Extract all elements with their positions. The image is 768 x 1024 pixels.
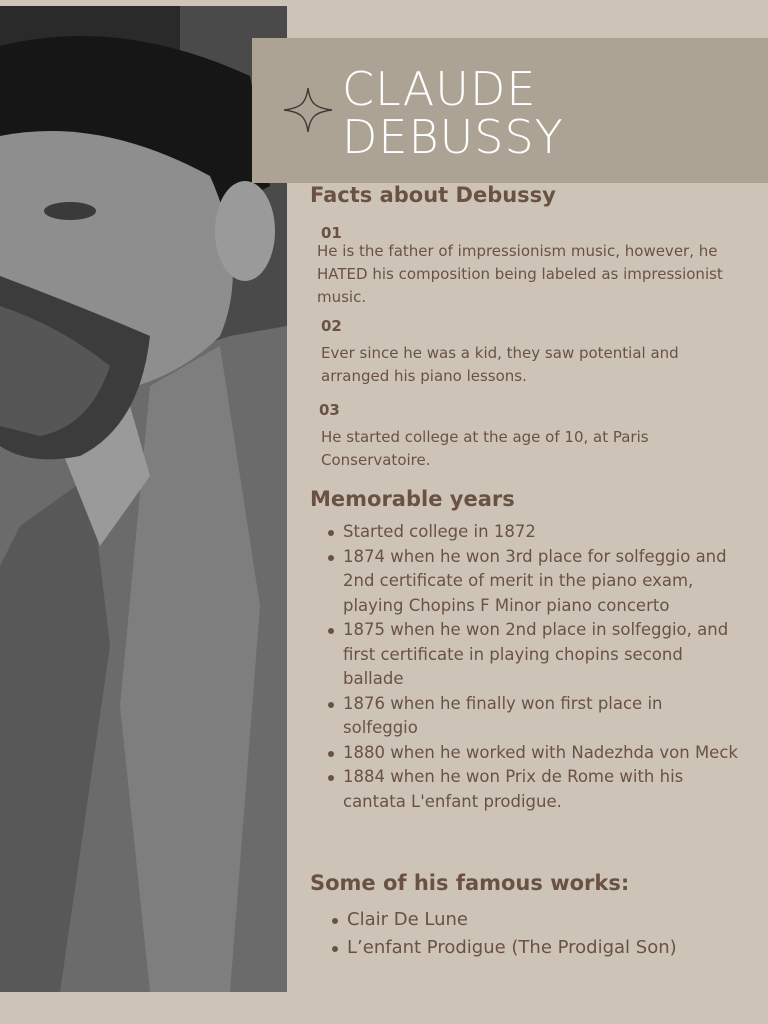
- portrait-photo: [0, 6, 287, 992]
- page-title-line-1: CLAUDE: [342, 62, 537, 116]
- page-title-line-2: DEBUSSY: [342, 110, 564, 164]
- portrait-illustration: [0, 6, 287, 992]
- fact-text-2: Ever since he was a kid, they saw potential and arranged his piano lessons.: [321, 344, 679, 385]
- fact-text-3: He started college at the age of 10, at Paris Conservatoire.: [321, 428, 649, 469]
- list-item: 1876 when he finally won first place in solfeggio: [310, 692, 740, 741]
- fact-text-1: He is the father of impressionism music, however, he HATED his composition being labeled as impressionist music.: [317, 242, 723, 306]
- years-heading: Memorable years: [310, 487, 515, 511]
- list-item: L’enfant Prodigue (The Prodigal Son): [310, 934, 750, 962]
- title-banner: [252, 38, 768, 183]
- years-list: [310, 520, 740, 814]
- works-list: [310, 906, 750, 962]
- fact-number-3: 03: [319, 401, 340, 419]
- facts-heading: Facts about Debussy: [310, 183, 556, 207]
- list-item: Clair De Lune: [310, 906, 750, 934]
- list-item: Started college in 1872: [310, 520, 740, 545]
- fact-number-1: 01: [321, 224, 342, 242]
- list-item: 1884 when he won Prix de Rome with his cantata L'enfant prodigue.: [310, 765, 740, 814]
- sparkle-icon: [282, 86, 334, 134]
- list-item: 1875 when he won 2nd place in solfeggio, and first certificate in playing chopins second ballade: [310, 618, 740, 692]
- works-heading: Some of his famous works:: [310, 871, 630, 895]
- fact-number-2: 02: [321, 317, 342, 335]
- list-item: 1874 when he won 3rd place for solfeggio and 2nd certificate of merit in the piano exam, playing Chopins F Minor piano concerto: [310, 545, 740, 619]
- list-item: 1880 when he worked with Nadezhda von Meck: [310, 741, 740, 766]
